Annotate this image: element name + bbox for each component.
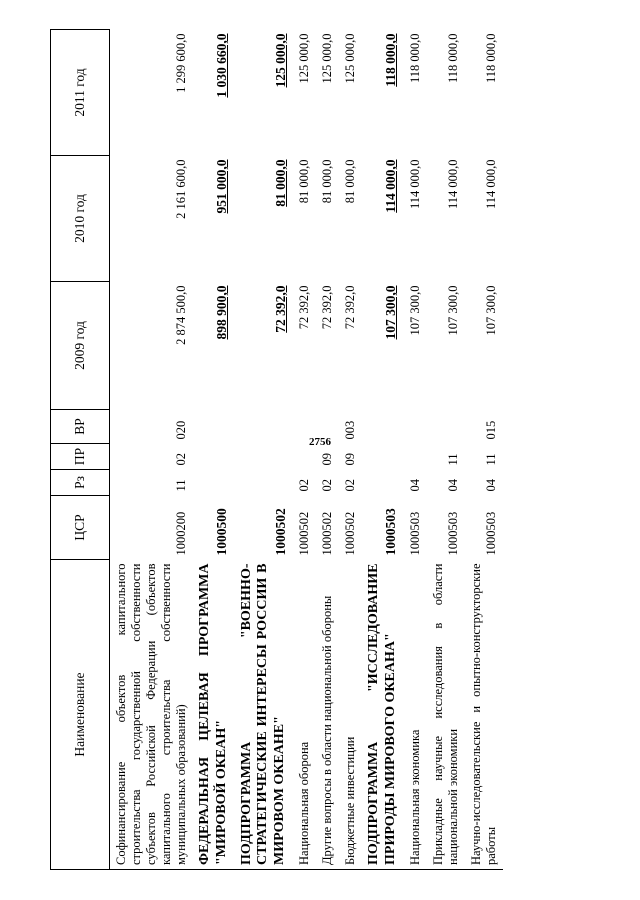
table-row <box>110 30 194 870</box>
cell-2011: 125 000,0 <box>296 33 311 84</box>
cell-csr: 1000503 <box>445 511 460 556</box>
cell-2011: 125 000,0 <box>319 33 334 84</box>
cell-vr <box>427 410 465 444</box>
cell-rz <box>193 470 235 496</box>
cell-pr <box>293 444 316 470</box>
header-csr: ЦСР <box>51 496 110 560</box>
cell-2010: 2 161 600,0 <box>174 159 188 219</box>
table-row <box>465 30 503 870</box>
cell-2010: 951 000,0 <box>214 159 230 214</box>
table-row <box>362 30 404 870</box>
cell-2009: 72 392,0 <box>319 285 334 330</box>
table-row <box>235 30 293 870</box>
cell-rz: 04 <box>483 479 498 492</box>
cell-csr: 1000502 <box>342 511 357 556</box>
table-header-row <box>51 30 110 870</box>
table-row <box>316 30 339 870</box>
cell-pr <box>193 444 235 470</box>
cell-2011: 1 030 660,0 <box>214 33 230 98</box>
cell-name: Национальная экономика <box>404 560 427 870</box>
cell-csr: 1000503 <box>383 508 399 556</box>
cell-vr <box>362 410 404 444</box>
cell-2010: 114 000,0 <box>445 159 460 210</box>
cell-2011: 125 000,0 <box>272 33 288 88</box>
header-rz: Рз <box>51 470 110 496</box>
cell-name: ПОДПРОГРАММА "ВОЕННО-СТРАТЕГИЧЕСКИЕ ИНТЕРЕСЫ РОССИИ В МИРОВОМ ОКЕАНЕ" <box>235 560 293 870</box>
cell-csr: 1000502 <box>319 511 334 556</box>
cell-2011: 125 000,0 <box>342 33 357 84</box>
cell-2009: 72 392,0 <box>296 285 311 330</box>
rotated-page-inner <box>50 30 610 870</box>
cell-csr: 1000500 <box>214 508 230 556</box>
cell-csr: 1000503 <box>483 511 498 556</box>
header-2009: 2009 год <box>51 282 110 410</box>
cell-name: ФЕДЕРАЛЬНАЯ ЦЕЛЕВАЯ ПРОГРАММА "МИРОВОЙ ОКЕАН" <box>193 560 235 870</box>
cell-name: Бюджетные инвестиции <box>339 560 362 870</box>
header-2011: 2011 год <box>51 30 110 156</box>
cell-rz <box>235 470 293 496</box>
cell-2009: 107 300,0 <box>483 285 498 336</box>
cell-2009: 72 392,0 <box>342 285 357 330</box>
cell-2009: 107 300,0 <box>383 285 399 340</box>
cell-2011: 118 000,0 <box>383 33 399 87</box>
cell-2009: 898 900,0 <box>214 285 230 340</box>
cell-rz: 02 <box>319 479 334 492</box>
cell-rz: 02 <box>296 479 311 492</box>
budget-table <box>50 29 503 870</box>
cell-pr: 11 <box>483 453 498 466</box>
header-2010: 2010 год <box>51 156 110 282</box>
cell-csr: 1000200 <box>174 511 188 556</box>
cell-2010: 81 000,0 <box>296 159 311 204</box>
cell-2009: 72 392,0 <box>272 285 288 333</box>
cell-vr: 003 <box>342 420 357 440</box>
rotated-page-content <box>50 30 640 865</box>
cell-2011: 118 000,0 <box>483 33 498 84</box>
cell-pr <box>362 444 404 470</box>
table-row <box>193 30 235 870</box>
cell-pr: 09 <box>342 453 357 466</box>
cell-vr <box>404 410 427 444</box>
cell-csr: 1000502 <box>272 508 288 556</box>
table-row <box>404 30 427 870</box>
cell-rz: 04 <box>407 479 422 492</box>
cell-pr <box>235 444 293 470</box>
table-row <box>427 30 465 870</box>
cell-rz: 11 <box>174 479 188 492</box>
cell-vr <box>316 410 339 444</box>
cell-2010: 81 000,0 <box>342 159 357 204</box>
cell-vr: 020 <box>174 420 188 440</box>
cell-pr: 09 <box>319 453 334 466</box>
header-pr: ПР <box>51 444 110 470</box>
cell-vr <box>235 410 293 444</box>
cell-csr: 1000502 <box>296 511 311 556</box>
cell-pr: 02 <box>174 453 188 466</box>
header-vr: ВР <box>51 410 110 444</box>
cell-pr <box>404 444 427 470</box>
cell-2009: 2 874 500,0 <box>174 285 188 345</box>
cell-name: Прикладные научные исследования в области национальной экономики <box>427 560 465 870</box>
cell-rz <box>362 470 404 496</box>
table-row <box>293 30 316 870</box>
cell-2011: 118 000,0 <box>407 33 422 84</box>
cell-2011: 118 000,0 <box>445 33 460 84</box>
cell-name: Национальная оборона <box>293 560 316 870</box>
cell-csr: 1000503 <box>407 511 422 556</box>
cell-vr <box>193 410 235 444</box>
cell-2010: 114 000,0 <box>383 159 399 213</box>
cell-2011: 1 299 600,0 <box>174 33 188 93</box>
cell-name: Софинансирование объектов капитального строительства государственной собственности субъектов Российской Федерации (объектов капитального строительства собственности муниципальных образований) <box>110 560 194 870</box>
cell-2009: 107 300,0 <box>407 285 422 336</box>
cell-rz: 04 <box>445 479 460 492</box>
cell-vr <box>293 410 316 444</box>
cell-pr: 11 <box>445 453 460 466</box>
cell-2010: 114 000,0 <box>483 159 498 210</box>
cell-2010: 114 000,0 <box>407 159 422 210</box>
cell-name: ПОДПРОГРАММА "ИССЛЕДОВАНИЕ ПРИРОДЫ МИРОВОГО ОКЕАНА" <box>362 560 404 870</box>
cell-rz: 02 <box>342 479 357 492</box>
cell-2010: 81 000,0 <box>272 159 288 207</box>
cell-2010: 81 000,0 <box>319 159 334 204</box>
cell-name: Научно-исследовательские и опытно-конструкторские работы <box>465 560 503 870</box>
page-number: 2756 <box>309 436 331 448</box>
cell-name: Другие вопросы в области национальной обороны <box>316 560 339 870</box>
cell-vr: 015 <box>483 420 498 440</box>
header-name: Наименование <box>51 560 110 870</box>
table-row <box>339 30 362 870</box>
cell-2009: 107 300,0 <box>445 285 460 336</box>
